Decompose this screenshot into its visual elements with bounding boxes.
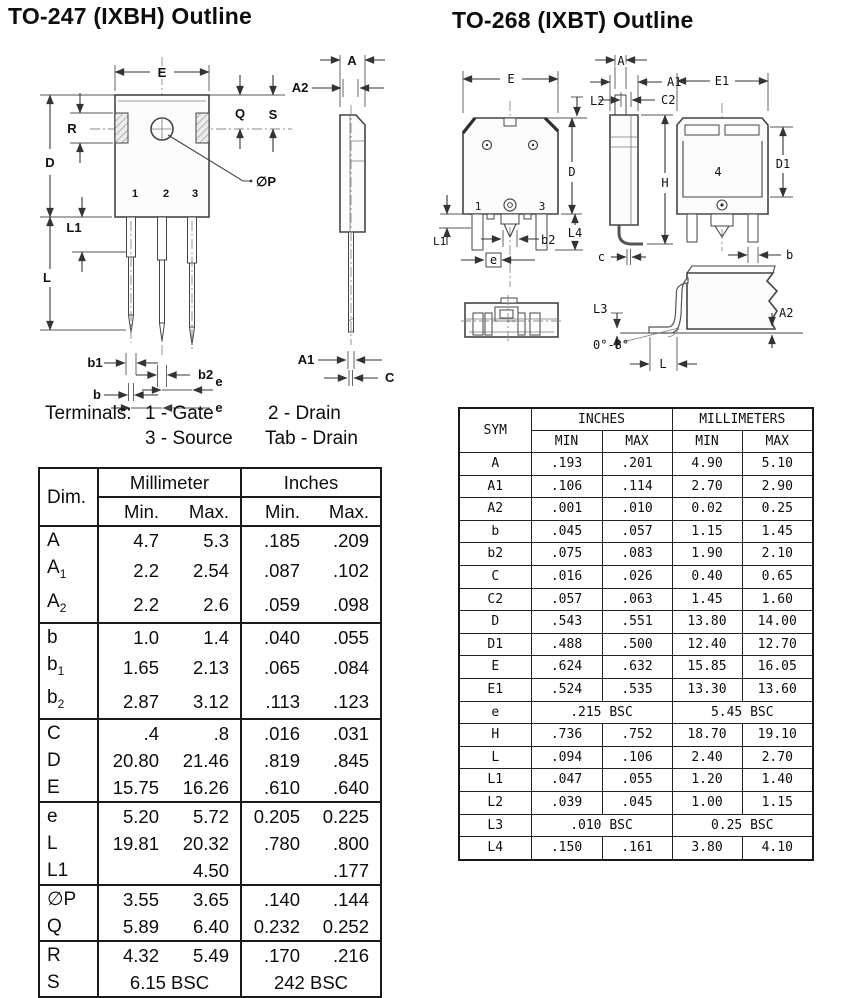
in-max-cell: .551 [602, 611, 672, 634]
lead-1 [127, 217, 136, 343]
dim-label: S [47, 972, 60, 994]
dim-row [39, 885, 381, 913]
in-max-cell: .055 [311, 623, 381, 651]
mm-min-cell: 13.80 [672, 611, 742, 634]
col-header-in-min: MIN [531, 431, 602, 453]
in-min-cell: .140 [241, 885, 311, 913]
pin1-label: 1 [131, 188, 139, 200]
sym-label: D1 [459, 633, 531, 656]
col-header-in-max: Max. [311, 497, 381, 526]
in-min-cell: 0.205 [241, 802, 311, 830]
dim-label-A: A [617, 54, 625, 68]
dim-label: e [39, 802, 98, 830]
mm-max-cell: 13.60 [742, 678, 813, 701]
mm-max-cell: 16.26 [182, 777, 229, 799]
mm-min-cell: 0.40 [672, 565, 742, 588]
dim-label: D [47, 750, 61, 772]
sym-row [459, 498, 813, 521]
in-min-cell: .170 [241, 941, 311, 969]
dim-row [39, 857, 381, 885]
dim-label-A2: A2 [779, 306, 794, 320]
mm-min-cell: 1.15 [672, 520, 742, 543]
in-max-cell: .500 [602, 633, 672, 656]
dim-row [39, 623, 381, 651]
dim-label-P: ∅P [256, 174, 276, 189]
lead-3 [188, 217, 197, 349]
table-header-row [39, 468, 381, 497]
mm-max-cell: 1.45 [742, 520, 813, 543]
dim-label-e-upper: e [215, 374, 223, 389]
mm-min-cell: 1.0 [98, 623, 170, 651]
dim-label: Q [47, 916, 62, 938]
mm-max-cell: 5.49 [170, 941, 241, 969]
mm-max-cell: 3.65 [170, 885, 241, 913]
dim-label: E [47, 777, 60, 799]
in-max-cell: .045 [602, 791, 672, 814]
col-header-mm: Millimeter [98, 468, 241, 497]
in-min-cell: .106 [531, 475, 602, 498]
in-max-cell: .216 [311, 941, 381, 969]
dim-label: $b_1$ [47, 653, 65, 678]
mm-min-cell: 1.65 [98, 651, 170, 685]
in-max-cell: .161 [602, 837, 672, 860]
mm-max-cell: 2.54 [192, 560, 229, 582]
dim-label-e: e [489, 253, 498, 267]
mm-min-cell: 0.02 [672, 498, 742, 521]
in-max-cell: .123 [332, 690, 369, 712]
dim-label: $A_1$ [47, 557, 67, 581]
sym-label: C [459, 565, 531, 588]
dim-row [39, 588, 381, 623]
in-max-cell: .800 [332, 833, 369, 855]
dim-row [39, 747, 381, 774]
mm-max-cell: 4.50 [192, 860, 229, 882]
in-max-cell: .209 [311, 526, 381, 554]
pin1-label: 1 [474, 200, 482, 213]
dim-label-L2: L2 [590, 94, 605, 108]
sym-row [459, 475, 813, 498]
dim-label-E1: E1 [714, 74, 730, 88]
in-min-cell: .543 [531, 611, 602, 634]
terminal-2: 2 - Drain [268, 403, 341, 424]
terminal-1: 1 - Gate [145, 403, 214, 424]
sym-row [459, 565, 813, 588]
dim-label-angle: 0°-8° [593, 338, 630, 352]
sym-row [459, 520, 813, 543]
in-span-cell: .215 BSC [531, 701, 672, 724]
col-header-mm-min: Min. [98, 497, 170, 526]
terminal-tab: Tab - Drain [265, 428, 358, 449]
col-header-inches: Inches [241, 468, 381, 497]
dim-label: L1 [47, 860, 69, 882]
sym-label: L2 [459, 791, 531, 814]
dim-label-A1: A1 [297, 352, 315, 367]
in-max-cell: .098 [332, 594, 369, 616]
dim-label-D: D [568, 165, 576, 179]
in-max-cell: .031 [311, 719, 381, 747]
sym-label: C2 [459, 588, 531, 611]
dim-label-c: c [597, 250, 605, 264]
in-min-cell: .065 [241, 651, 311, 685]
col-header-mm: MILLIMETERS [672, 408, 813, 431]
dim-row [39, 941, 381, 969]
dim-label-e-lower: e [215, 400, 223, 415]
in-max-cell: .026 [602, 565, 672, 588]
mm-min-cell: .4 [98, 719, 170, 747]
in-max-cell: .114 [602, 475, 672, 498]
in-min-cell: .059 [241, 588, 311, 623]
sym-row [459, 791, 813, 814]
col-header-dim: Dim. [39, 468, 98, 526]
mm-max-cell: 5.3 [170, 526, 241, 554]
sym-row [459, 656, 813, 679]
mm-max-cell: 12.70 [742, 633, 813, 656]
mm-max-cell: 3.12 [192, 690, 229, 712]
to247-side-view [292, 53, 395, 386]
dim-label-L: L [659, 357, 667, 371]
in-max-cell: .752 [602, 724, 672, 747]
dim-label-D: D [45, 155, 55, 170]
dim-label-L: L [43, 270, 51, 285]
dim-label-b: b [93, 387, 101, 402]
mm-min-cell: 18.70 [672, 724, 742, 747]
in-max-cell: 0.225 [311, 802, 381, 830]
dim-label: b [39, 623, 98, 651]
dim-label: R [39, 941, 98, 969]
dim-row [39, 554, 381, 588]
mm-max-cell: 20.32 [182, 833, 229, 855]
to247-front-view [40, 57, 292, 355]
sym-label: E1 [459, 678, 531, 701]
to268-side-view [590, 54, 681, 265]
pin3-label: 3 [191, 188, 199, 200]
to268-outline-drawing [425, 45, 850, 400]
in-max-cell: .535 [602, 678, 672, 701]
to268-bottom-view [461, 295, 562, 343]
mm-max-cell: 2.90 [742, 475, 813, 498]
dim-label-L1: L1 [66, 220, 82, 235]
sym-label: E [459, 656, 531, 679]
dim-label-H: H [661, 176, 669, 190]
in-min-cell: .150 [531, 837, 602, 860]
dim-label-b2: b2 [541, 233, 556, 247]
pin4-label: 4 [714, 165, 722, 179]
in-min-cell: .001 [531, 498, 602, 521]
in-max-cell: .632 [602, 656, 672, 679]
dim-row [39, 830, 381, 857]
mm-min-cell: 2.87 [98, 684, 170, 719]
sym-row [459, 724, 813, 747]
mm-max-cell: 1.60 [742, 588, 813, 611]
sym-label: L3 [459, 814, 531, 837]
in-min-cell: .057 [531, 588, 602, 611]
sym-row [459, 814, 813, 837]
dim-label-E: E [507, 72, 515, 86]
mm-min-cell: 3.80 [672, 837, 742, 860]
in-min-cell: .736 [531, 724, 602, 747]
sym-row [459, 701, 813, 724]
mm-max-cell: 2.13 [192, 656, 229, 678]
mm-min-cell: 19.81 [98, 830, 170, 857]
mm-min-cell: 13.30 [672, 678, 742, 701]
in-max-cell: .057 [602, 520, 672, 543]
pin3-label: 3 [538, 200, 546, 213]
col-header-mm-max: Max. [170, 497, 241, 526]
in-span-cell: 242 BSC [241, 969, 381, 997]
dim-row [39, 802, 381, 830]
mm-min-cell: 20.80 [98, 747, 170, 774]
dim-label-Q: Q [234, 106, 246, 121]
in-min-cell: .488 [531, 633, 602, 656]
dim-row [39, 774, 381, 802]
col-header-mm-min: MIN [672, 431, 742, 453]
dim-row [39, 719, 381, 747]
mm-max-cell: 19.10 [742, 724, 813, 747]
mm-span-cell: 6.15 BSC [98, 969, 241, 997]
in-min-cell: .016 [531, 565, 602, 588]
sym-label: L [459, 746, 531, 769]
in-max-cell: .055 [602, 769, 672, 792]
sym-label: b [459, 520, 531, 543]
col-header-in-max: MAX [602, 431, 672, 453]
in-min-cell: .047 [531, 769, 602, 792]
mm-max-cell: 2.10 [742, 543, 813, 566]
mm-max-cell: 2.6 [203, 594, 229, 616]
left-tab [115, 113, 128, 143]
dim-label: A [39, 526, 98, 554]
sym-label: A2 [459, 498, 531, 521]
sym-label: L4 [459, 837, 531, 860]
dim-label: C [39, 719, 98, 747]
sym-row [459, 543, 813, 566]
dim-label: $b_2$ [47, 687, 65, 712]
sym-label: H [459, 724, 531, 747]
terminals-label: Terminals: [45, 403, 132, 424]
in-min-cell: .016 [241, 719, 311, 747]
terminals-note [0, 403, 425, 455]
dim-label: $A_2$ [47, 590, 67, 615]
in-max-cell: .010 [602, 498, 672, 521]
in-min-cell: .087 [241, 554, 311, 588]
to268-front-view [433, 71, 604, 287]
sym-label: b2 [459, 543, 531, 566]
mm-min-cell: 2.70 [672, 475, 742, 498]
mm-min-cell: 15.85 [672, 656, 742, 679]
to268-back-view [677, 73, 793, 263]
dim-label-S: S [268, 107, 278, 122]
mm-max-cell: .8 [170, 719, 241, 747]
in-max-cell: .144 [311, 885, 381, 913]
dim-row [39, 651, 381, 685]
sym-row [459, 678, 813, 701]
dim-label-b1: b1 [87, 355, 103, 370]
mm-min-cell: 15.75 [98, 774, 170, 802]
in-max-cell: .177 [332, 860, 369, 882]
mm-min-cell: 4.90 [672, 453, 742, 476]
dim-label-L3: L3 [593, 302, 608, 316]
mm-max-cell: 2.70 [742, 746, 813, 769]
dim-label-b2: b2 [198, 367, 214, 382]
in-max-cell: 0.252 [322, 916, 369, 938]
mm-max-cell: 0.65 [742, 565, 813, 588]
col-header-mm-max: MAX [742, 431, 813, 453]
in-max-cell: .063 [602, 588, 672, 611]
mm-max-cell: 14.00 [742, 611, 813, 634]
to247-dim-table [38, 467, 382, 998]
dim-label-A: A [347, 53, 357, 68]
in-max-cell: .083 [602, 543, 672, 566]
in-min-cell: .094 [531, 746, 602, 769]
mm-max-cell: 1.40 [742, 769, 813, 792]
mm-min-cell: 2.40 [672, 746, 742, 769]
sym-row [459, 588, 813, 611]
dim-label-b: b [786, 248, 794, 262]
dim-label: L [47, 833, 58, 855]
mm-min-cell: 1.00 [672, 791, 742, 814]
sym-row [459, 837, 813, 860]
mm-max-cell: 6.40 [192, 916, 229, 938]
dim-row [39, 969, 381, 997]
to268-lead-detail [593, 266, 803, 371]
in-min-cell: .524 [531, 678, 602, 701]
to268-dim-table [458, 407, 814, 861]
mm-min-cell: 4.7 [98, 526, 170, 554]
sym-label: A1 [459, 475, 531, 498]
in-min-cell: .040 [241, 623, 311, 651]
dim-label-A2: A2 [291, 80, 309, 95]
mm-min-cell: 1.20 [672, 769, 742, 792]
in-min-cell: 0.232 [241, 913, 311, 941]
right-tab [196, 113, 209, 143]
dim-row [39, 684, 381, 719]
dim-row [39, 526, 381, 554]
sym-label: e [459, 701, 531, 724]
dim-label-L1: L1 [433, 235, 447, 248]
terminal-3: 3 - Source [145, 428, 233, 449]
in-max-cell: .084 [332, 656, 369, 678]
sym-row [459, 769, 813, 792]
dim-label-C2: C2 [661, 93, 676, 107]
in-span-cell: .010 BSC [531, 814, 672, 837]
in-min-cell: .780 [241, 830, 311, 857]
in-min-cell: .193 [531, 453, 602, 476]
mm-max-cell: 1.4 [170, 623, 241, 651]
col-header-inches: INCHES [531, 408, 672, 431]
pin2-label: 2 [162, 188, 170, 200]
in-max-cell: .640 [332, 777, 369, 799]
mm-min-cell: 12.40 [672, 633, 742, 656]
mm-min-cell: 5.89 [98, 913, 170, 941]
mm-min-cell: 2.2 [98, 588, 170, 623]
mm-min-cell: 5.20 [98, 802, 170, 830]
in-max-cell: .201 [602, 453, 672, 476]
sym-label: A [459, 453, 531, 476]
sym-row [459, 633, 813, 656]
sym-label: L1 [459, 769, 531, 792]
in-max-cell: .106 [602, 746, 672, 769]
to247-title: TO-247 (IXBH) Outline [8, 3, 253, 29]
in-min-cell: .075 [531, 543, 602, 566]
col-header-sym: SYM [459, 408, 531, 453]
in-min-cell: .185 [241, 526, 311, 554]
in-max-cell: .845 [332, 750, 369, 772]
to268-title: TO-268 (IXBT) Outline [452, 7, 694, 33]
sym-label: D [459, 611, 531, 634]
dim-label-E: E [157, 65, 167, 80]
dim-row [39, 913, 381, 941]
mm-span-cell: 0.25 BSC [672, 814, 813, 837]
in-min-cell: .045 [531, 520, 602, 543]
in-min-cell: .039 [531, 791, 602, 814]
dim-label-A1: A1 [667, 75, 682, 89]
dim-label-D1: D1 [775, 157, 791, 171]
mm-max-cell: 21.46 [182, 750, 229, 772]
dim-label-L4: L4 [567, 226, 583, 240]
in-min-cell [241, 857, 311, 885]
mm-max-cell: 0.25 [742, 498, 813, 521]
mm-max-cell: 5.10 [742, 453, 813, 476]
sym-row [459, 611, 813, 634]
in-min-cell: .113 [241, 684, 311, 719]
sym-row [459, 746, 813, 769]
in-min-cell: .610 [241, 774, 311, 802]
in-min-cell: .819 [241, 747, 311, 774]
mm-max-cell: 4.10 [742, 837, 813, 860]
mm-max-cell: 5.72 [170, 802, 241, 830]
mm-max-cell: 16.05 [742, 656, 813, 679]
in-max-cell: .102 [332, 560, 369, 582]
dim-label-R: R [67, 121, 77, 136]
mm-min-cell: 1.45 [672, 588, 742, 611]
mm-max-cell: 1.15 [742, 791, 813, 814]
in-min-cell: .624 [531, 656, 602, 679]
lead-2 [158, 217, 167, 341]
dim-label: ∅P [39, 885, 98, 913]
mm-min-cell [98, 857, 170, 885]
mm-span-cell: 5.45 BSC [672, 701, 813, 724]
dim-label-C: C [385, 370, 395, 385]
mm-min-cell: 2.2 [98, 554, 170, 588]
table-header-row [459, 408, 813, 431]
mm-min-cell: 3.55 [98, 885, 170, 913]
col-header-in-min: Min. [241, 497, 311, 526]
sym-row [459, 453, 813, 476]
mm-min-cell: 1.90 [672, 543, 742, 566]
mm-min-cell: 4.32 [98, 941, 170, 969]
